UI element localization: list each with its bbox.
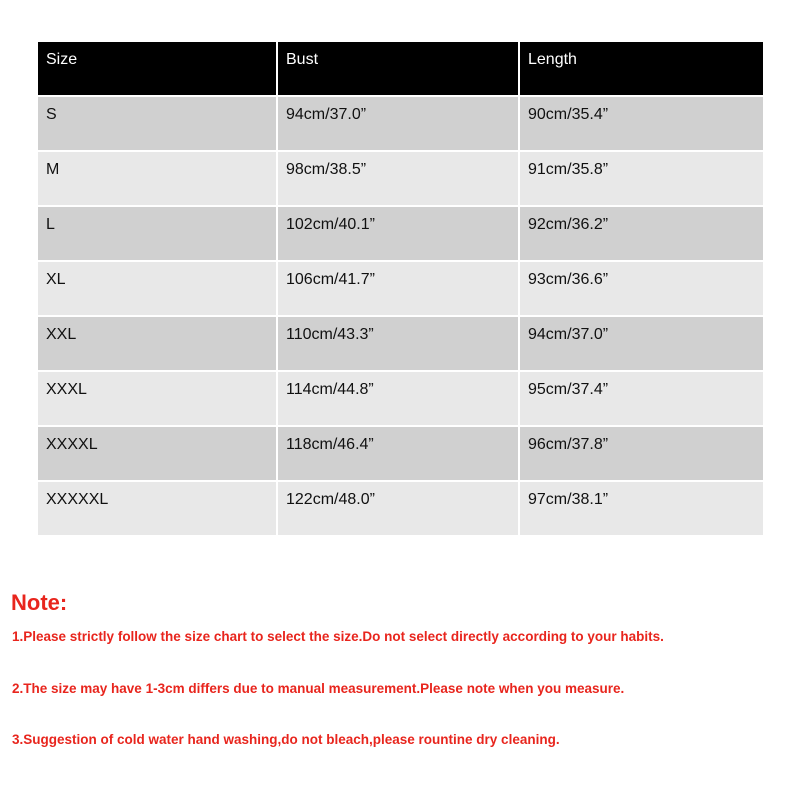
cell-bust: 94cm/37.0” <box>278 97 518 150</box>
cell-size: XXXL <box>38 372 276 425</box>
cell-bust: 98cm/38.5” <box>278 152 518 205</box>
table-row <box>38 97 763 150</box>
note-line-3: 3.Suggestion of cold water hand washing,do not bleach,please rountine dry cleaning. <box>12 732 560 747</box>
cell-size: S <box>38 97 276 150</box>
header-length: Length <box>520 42 763 95</box>
cell-bust: 118cm/46.4” <box>278 427 518 480</box>
table-row <box>38 372 763 425</box>
note-line-1: 1.Please strictly follow the size chart to select the size.Do not select directly according to your habits. <box>12 629 664 644</box>
table-row <box>38 262 763 315</box>
table-row <box>38 427 763 480</box>
cell-length: 93cm/36.6” <box>520 262 763 315</box>
table-row <box>38 207 763 260</box>
cell-length: 90cm/35.4” <box>520 97 763 150</box>
cell-bust: 110cm/43.3” <box>278 317 518 370</box>
cell-size: XXXXXL <box>38 482 276 535</box>
cell-bust: 106cm/41.7” <box>278 262 518 315</box>
size-chart-table <box>36 40 765 537</box>
table-row <box>38 482 763 535</box>
cell-bust: 122cm/48.0” <box>278 482 518 535</box>
cell-bust: 102cm/40.1” <box>278 207 518 260</box>
cell-bust: 114cm/44.8” <box>278 372 518 425</box>
cell-size: XXL <box>38 317 276 370</box>
table-header-row <box>38 42 763 95</box>
cell-length: 92cm/36.2” <box>520 207 763 260</box>
cell-size: L <box>38 207 276 260</box>
cell-length: 91cm/35.8” <box>520 152 763 205</box>
header-size: Size <box>38 42 276 95</box>
cell-length: 95cm/37.4” <box>520 372 763 425</box>
cell-length: 96cm/37.8” <box>520 427 763 480</box>
cell-size: XXXXL <box>38 427 276 480</box>
table-row <box>38 152 763 205</box>
note-title: Note: <box>11 590 68 615</box>
cell-size: XL <box>38 262 276 315</box>
note-line-2: 2.The size may have 1-3cm differs due to manual measurement.Please note when you measure. <box>12 681 625 696</box>
table-row <box>38 317 763 370</box>
cell-size: M <box>38 152 276 205</box>
header-bust: Bust <box>278 42 518 95</box>
cell-length: 94cm/37.0” <box>520 317 763 370</box>
cell-length: 97cm/38.1” <box>520 482 763 535</box>
